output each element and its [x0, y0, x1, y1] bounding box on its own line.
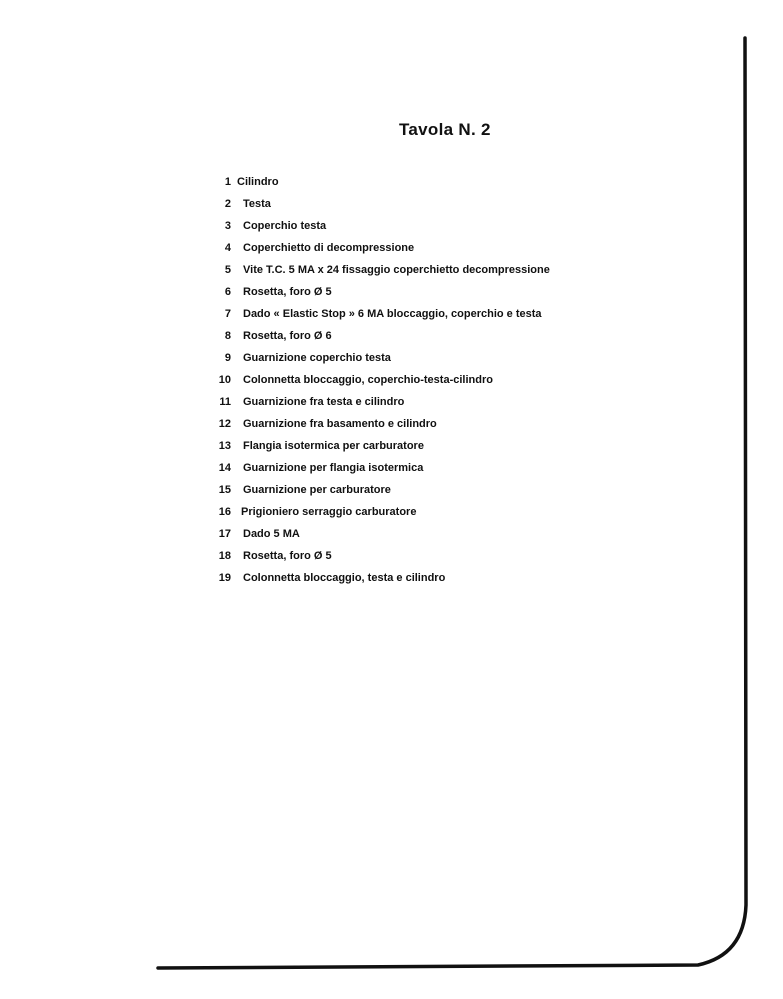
part-description: Dado « Elastic Stop » 6 MA bloccaggio, coperchio e testa	[243, 308, 542, 320]
part-description: Colonnetta bloccaggio, testa e cilindro	[243, 572, 446, 584]
part-description: Testa	[243, 198, 271, 210]
part-number: 17	[218, 528, 231, 540]
part-number: 11	[219, 396, 231, 408]
part-number: 9	[224, 352, 231, 364]
part-description: Guarnizione per flangia isotermica	[243, 462, 424, 474]
part-number: 1	[224, 176, 231, 188]
part-number: 7	[224, 308, 231, 320]
part-number: 13	[218, 440, 231, 452]
part-number: 4	[224, 242, 231, 254]
part-number: 8	[224, 330, 231, 342]
part-number: 5	[224, 264, 231, 276]
part-description: Colonnetta bloccaggio, coperchio-testa-cilindro	[243, 374, 493, 386]
part-description: Guarnizione coperchio testa	[243, 352, 391, 364]
part-description: Coperchio testa	[243, 220, 327, 232]
part-number: 16	[218, 506, 231, 518]
part-description: Guarnizione per carburatore	[243, 484, 391, 496]
part-description: Flangia isotermica per carburatore	[243, 440, 424, 452]
part-description: Vite T.C. 5 MA x 24 fissaggio coperchietto decompressione	[243, 264, 550, 276]
part-number: 6	[224, 286, 231, 298]
part-number: 12	[218, 418, 231, 430]
part-number: 2	[224, 198, 231, 210]
part-description: Dado 5 MA	[243, 528, 300, 540]
part-number: 10	[218, 374, 231, 386]
part-number: 19	[218, 572, 231, 584]
part-description: Prigioniero serraggio carburatore	[241, 506, 417, 518]
part-description: Coperchietto di decompressione	[243, 242, 415, 254]
part-description: Rosetta, foro Ø 6	[243, 330, 332, 342]
part-number: 14	[218, 462, 231, 474]
page-title: Tavola N. 2	[399, 120, 491, 139]
part-description: Guarnizione fra basamento e cilindro	[243, 418, 437, 430]
part-description: Rosetta, foro Ø 5	[243, 550, 332, 562]
part-description: Rosetta, foro Ø 5	[243, 286, 332, 298]
part-number: 18	[218, 550, 231, 562]
part-number: 15	[218, 484, 231, 496]
part-description: Guarnizione fra testa e cilindro	[243, 396, 405, 408]
part-number: 3	[224, 220, 231, 232]
part-description: Cilindro	[237, 176, 279, 188]
